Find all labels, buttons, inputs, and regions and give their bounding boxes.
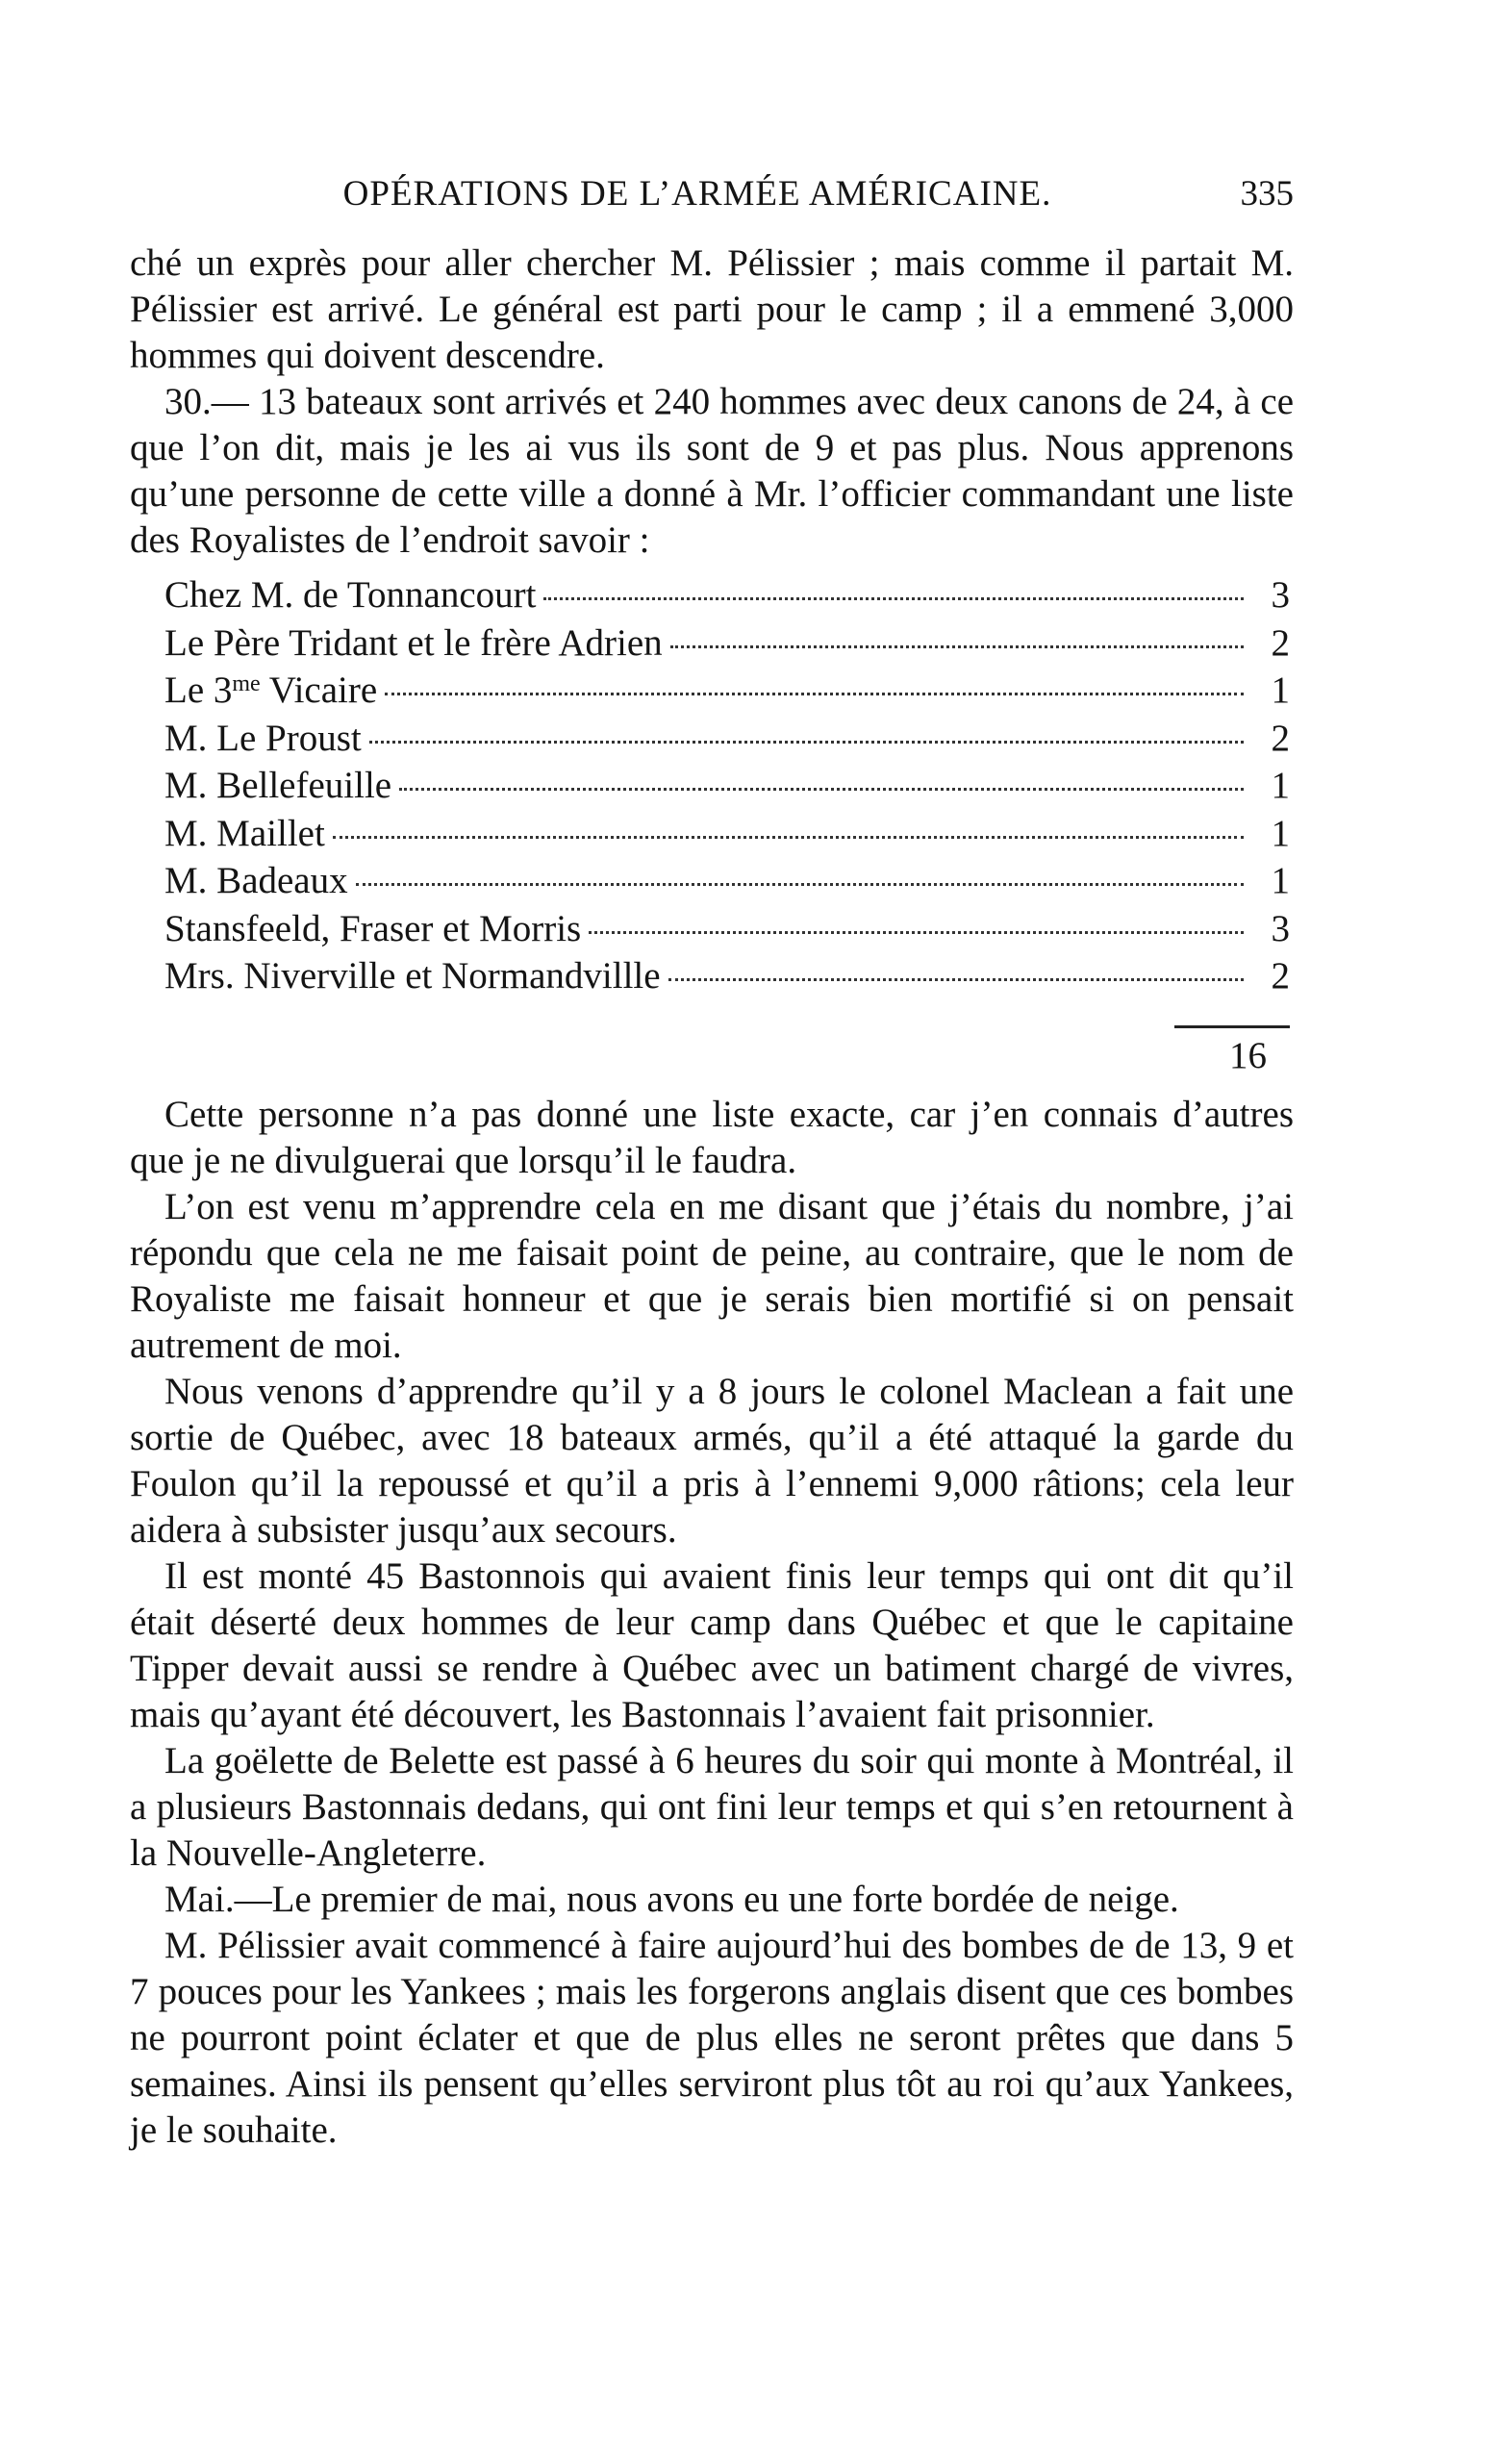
page-number: 335: [1240, 174, 1294, 214]
list-item: [164, 810, 1290, 858]
list-item: [164, 857, 1290, 905]
list-item: [164, 715, 1290, 763]
paragraph: L’on est venu m’apprendre cela en me disant que j’étais du nombre, j’ai répondu que cela ne me faisait point de peine, au contraire, que le nom de Royaliste me faisait honneur et que je serais bien mortifié si on pensait autrement de moi.: [130, 1185, 1294, 1366]
list-total: 16: [1229, 1034, 1267, 1076]
paragraph-mai: Mai.—Le premier de mai, nous avons eu une forte bordée de neige.: [164, 1878, 1179, 1920]
paragraph: M. Pélissier avait commencé à faire aujourd’hui des bombes de de 13, 9 et 7 pouces pour les Yankees ; mais les forgerons anglais disent que ces bombes ne pourront point éclater et que de plus elles ne seront prêtes que dans 5 semaines. Ainsi ils pensent qu’elles serviront plus tôt au roi qu’aux Yankees, je le souhaite.: [130, 1924, 1294, 2151]
list-item-name: M. Le Proust: [164, 717, 362, 759]
paragraph: La goëlette de Belette est passé à 6 heures du soir qui monte à Montréal, il a plusieurs Bastonnais dedans, qui ont fini leur temps et qui s’en retournent à la Nouvelle-Angleterre.: [130, 1739, 1294, 1874]
list-item: [164, 952, 1290, 1000]
list-item-count: 2: [1271, 955, 1290, 997]
list-item-count: 1: [1271, 860, 1290, 901]
list-item-name: Chez M. de Tonnancourt: [164, 574, 537, 616]
dot-leader: [369, 741, 1244, 744]
dot-leader: [670, 645, 1244, 648]
list-item-count: 2: [1271, 717, 1290, 759]
paragraph-continuation: ché un exprès pour aller chercher M. Pélissier ; mais comme il partait M. Pélissier est arrivé. Le général est parti pour le camp ; il a emmené 3,000 hommes qui doivent descendre.: [130, 242, 1294, 376]
dot-leader: [356, 883, 1244, 886]
running-head: [130, 173, 1294, 227]
paragraph: Nous venons d’apprendre qu’il y a 8 jours le colonel Maclean a fait une sortie de Québec, avec 18 bateaux armés, qu’il a été attaqué la garde du Foulon qu’il la repoussé et qu’il a pris à l’ennemi 9,000 râtions; cela leur aidera à subsister jusqu’aux secours.: [130, 1370, 1294, 1551]
dot-leader: [333, 836, 1244, 839]
list-item-name: M. Bellefeuille: [164, 765, 392, 806]
list-item-name: Mrs. Niverville et Normandvillle: [164, 955, 661, 997]
list-item: [164, 762, 1290, 810]
list-item-name: [164, 667, 377, 715]
dot-leader: [668, 978, 1244, 981]
list-item: [164, 667, 1290, 715]
list-item: [164, 905, 1290, 953]
list-item-name: M. Maillet: [164, 812, 325, 854]
dot-leader: [399, 788, 1244, 791]
list-item-name-suffix: Vicaire: [260, 669, 378, 711]
dot-leader: [543, 597, 1244, 600]
paragraph-entry-30: 30.— 13 bateaux sont arrivés et 240 hommes avec deux canons de 24, à ce que l’on dit, mais je les ai vus ils sont de 9 et pas plus. Nous apprenons qu’une personne de cette ville a donné à Mr. l’officier commandant une liste des Royalistes de l’endroit savoir :: [130, 381, 1294, 561]
list-item: [164, 571, 1290, 619]
list-item-count: 1: [1271, 765, 1290, 806]
paragraph: Cette personne n’a pas donné une liste exacte, car j’en connais d’autres que je ne divulguerai que lorsqu’il le faudra.: [130, 1093, 1294, 1181]
ordinal-superscript: me: [232, 671, 261, 696]
dot-leader: [589, 931, 1244, 934]
paragraph: Il est monté 45 Bastonnois qui avaient finis leur temps qui ont dit qu’il était déserté deux hommes de leur camp dans Québec et que le capitaine Tipper devait aussi se rendre à Québec avec un batiment chargé de vivres, mais qu’ayant été découvert, les Bastonnais l’avaient fait prisonnier.: [130, 1554, 1294, 1735]
list-item-name: Stansfeeld, Fraser et Morris: [164, 907, 582, 949]
list-item-count: 1: [1271, 812, 1290, 854]
list-item-name: Le Père Tridant et le frère Adrien: [164, 621, 663, 664]
dot-leader: [385, 693, 1244, 695]
list-item-name-prefix: Le 3: [164, 669, 233, 711]
list-item-count: 1: [1271, 669, 1290, 711]
running-title: OPÉRATIONS DE L’ARMÉE AMÉRICAINE.: [342, 174, 1052, 214]
list-item: [164, 619, 1290, 668]
list-item-name: M. Badeaux: [164, 860, 348, 901]
list-item-count: 3: [1271, 907, 1290, 949]
royalist-list: [164, 571, 1290, 1080]
total-rule: [1174, 1025, 1290, 1028]
list-item-count: 2: [1271, 621, 1290, 664]
book-page: [130, 173, 1294, 2337]
list-item-count: 3: [1271, 574, 1290, 616]
